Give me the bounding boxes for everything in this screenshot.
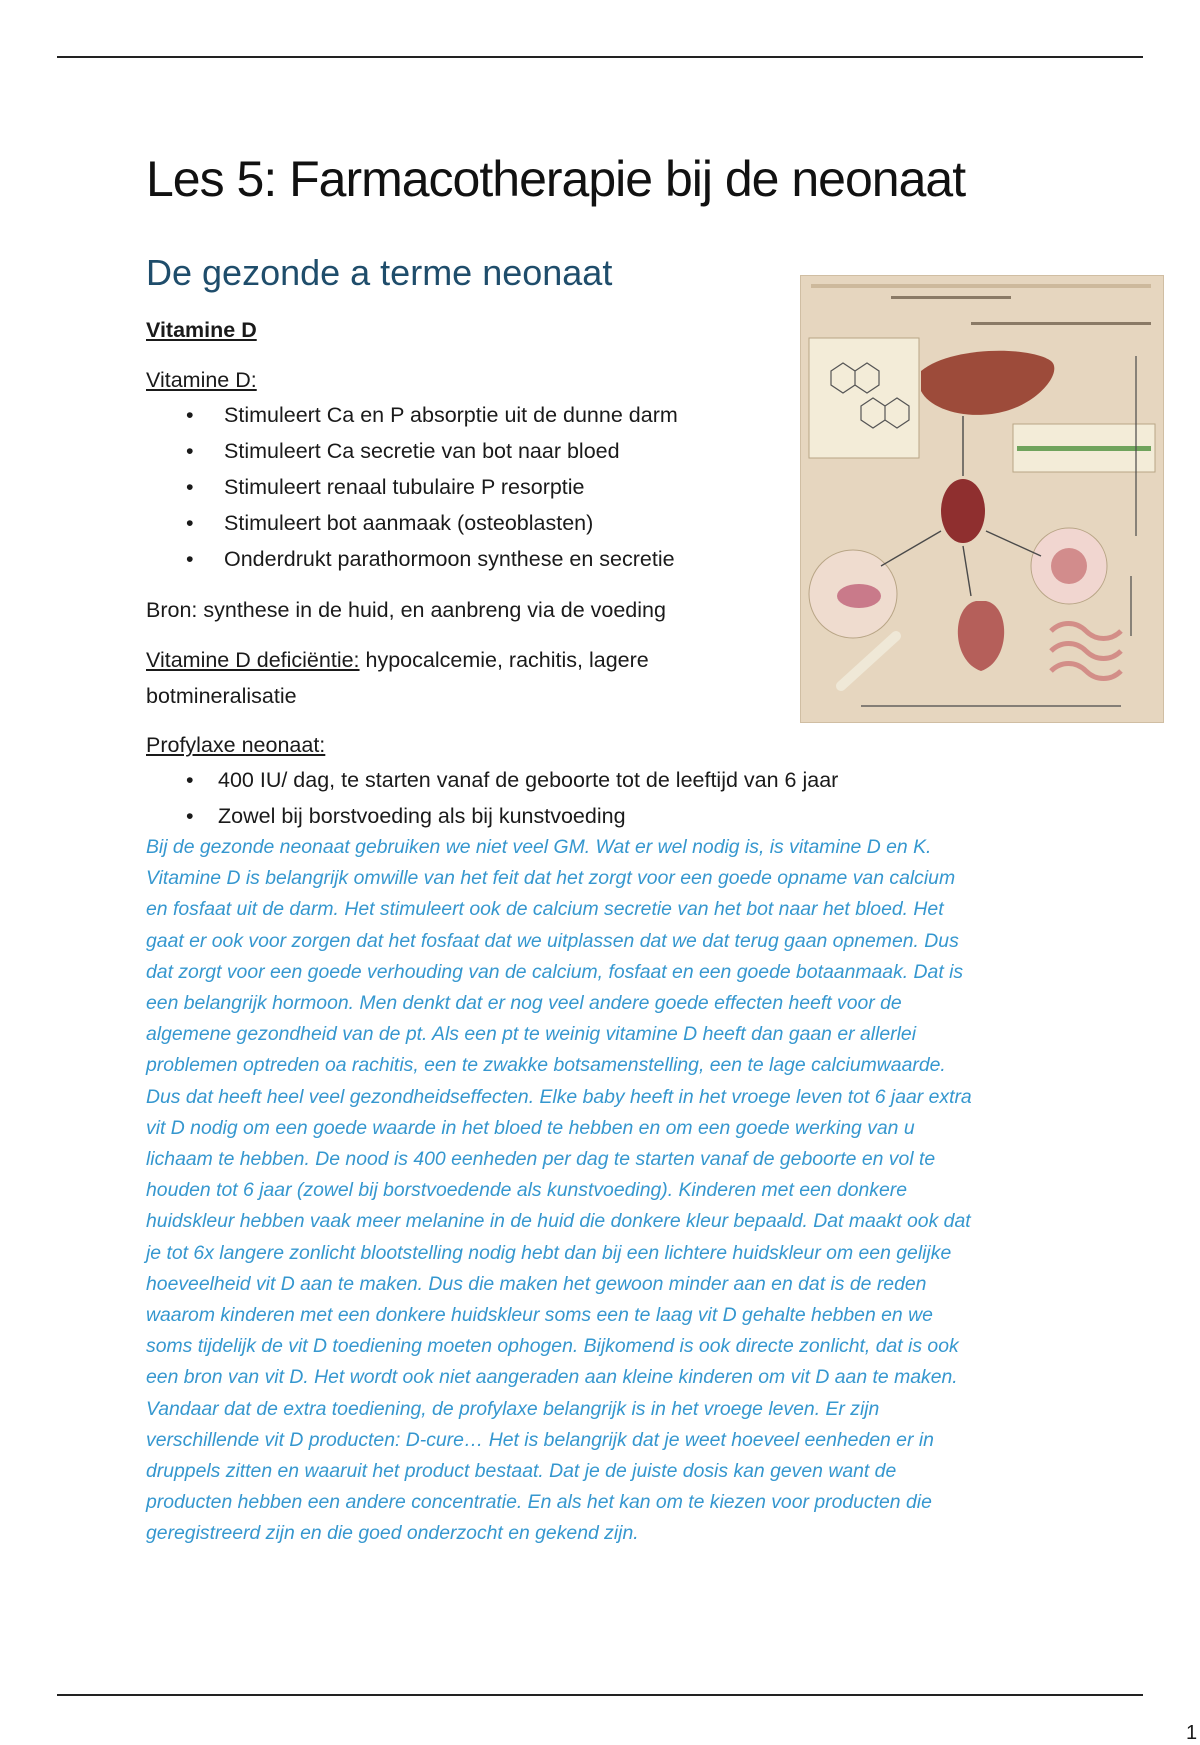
notes-line: soms tijdelijk de vit D toediening moeten ophogen. Bijkomend is ook directe zonlicht, dat is ook	[146, 1335, 959, 1358]
notes-line: Dus dat heeft heel veel gezondheidseffecten. Elke baby heeft in het vroege leven tot 6 jaar extra	[146, 1085, 972, 1108]
subsection-title-text: Vitamine D	[146, 318, 257, 342]
notes-line: hoeveelheid vit D aan te maken. Dus die maken het gewoon minder aan en dat is de reden	[146, 1272, 927, 1295]
notes-line: verschillende vit D producten: D-cure… Het is belangrijk dat je weet hoeveel eenheden er in	[146, 1428, 934, 1451]
vitd-label	[146, 362, 257, 398]
deficiency-text: hypocalcemie, rachitis, lagere	[359, 648, 649, 672]
subsection-title	[146, 312, 257, 348]
header-rule	[57, 56, 1143, 58]
prophylaxis-list	[146, 762, 838, 834]
metabolism-diagram-icon	[801, 276, 1163, 722]
notes-line: gaat er ook voor zorgen dat het fosfaat dat we uitplassen dat we dat terug gaan opnemen. Dus	[146, 929, 959, 952]
notes-line: Vandaar dat de extra toediening, de profylaxe belangrijk is in het vroege leven. Er zijn	[146, 1397, 880, 1420]
notes-line: producten hebben een andere concentratie. En als het kan om te kiezen voor producten die	[146, 1491, 932, 1514]
list-item: • Onderdrukt parathormoon synthese en secretie	[146, 541, 678, 577]
section-title: De gezonde a terme neonaat	[146, 252, 613, 293]
notes-line: een belangrijk hormoon. Men denkt dat er nog veel andere goede effecten heeft voor de	[146, 992, 902, 1015]
notes-line: dat zorgt voor een goede verhouding van de calcium, fosfaat en een goede botaanmaak. Dat is	[146, 960, 964, 983]
page-number: 1	[1186, 1722, 1198, 1744]
notes-line: een bron van vit D. Het wordt ook niet aangeraden aan kleine kinderen om vit D aan te maken.	[146, 1366, 958, 1389]
notes-line: geregistreerd zijn en die goed onderzocht en gekend zijn.	[146, 1522, 639, 1545]
page-content	[146, 150, 1198, 1744]
notes-line: vit D nodig om een goede waarde in het bloed te hebben en om een goede werking van u	[146, 1116, 915, 1139]
deficiency-text-cont: botmineralisatie	[146, 684, 297, 708]
prophylaxis-label-text: Profylaxe neonaat:	[146, 733, 326, 757]
vitd-label-text: Vitamine D:	[146, 368, 257, 392]
notes-line: Bij de gezonde neonaat gebruiken we niet veel GM. Wat er wel nodig is, is vitamine D en K.	[146, 836, 932, 858]
list-item: • Stimuleert Ca en P absorptie uit de dunne darm	[146, 397, 678, 433]
notes-line: lichaam te hebben. De nood is 400 eenheden per dag te starten vanaf de geboorte en vol te	[146, 1148, 936, 1171]
notes-line: waarom kinderen met een donkere huidskleur soms een te laag vit D gehalte hebben en we	[146, 1304, 933, 1327]
list-item: • Stimuleert bot aanmaak (osteoblasten)	[146, 505, 678, 541]
notes-line: problemen optreden oa rachitis, een te zwakke botsamenstelling, een te lage calciumwaarde.	[146, 1054, 946, 1077]
list-item: • 400 IU/ dag, te starten vanaf de geboorte tot de leeftijd van 6 jaar	[146, 762, 838, 798]
notes-line: Vitamine D is belangrijk omwille van het feit dat het zorgt voor een goede opname van calcium	[146, 867, 956, 890]
notes-line: houden tot 6 jaar (zowel bij borstvoedende als kunstvoeding). Kinderen met een donkere	[146, 1179, 908, 1202]
deficiency-paragraph	[146, 642, 649, 714]
page-title: Les 5: Farmacotherapie bij de neonaat	[146, 151, 966, 207]
lecture-notes	[146, 832, 1076, 1550]
notes-line: huidskleur hebben vaak meer melanine in de huid die donkere kleur bepaald. Dat maakt ook dat	[146, 1210, 971, 1233]
notes-line: druppels zitten en waaruit het product bestaat. Dat je de juiste dosis kan geven want de	[146, 1460, 897, 1483]
notes-line: je tot 6x langere zonlicht blootstelling nodig hebt dan bij een lichtere huidskleur om een gelijke	[146, 1241, 952, 1264]
deficiency-label: Vitamine D deficiëntie:	[146, 648, 360, 672]
notes-line: en fosfaat uit de darm. Het stimuleert ook de calcium secretie van het bot naar het bloed. Het	[146, 898, 944, 921]
vitd-effects-list	[146, 397, 678, 577]
source-text: Bron: synthese in de huid, en aanbreng via de voeding	[146, 598, 666, 622]
notes-line: algemene gezondheid van de pt. Als een pt te weinig vitamine D heeft dan gaan er allerlei	[146, 1023, 917, 1046]
footer-rule	[57, 1694, 1143, 1696]
list-item: • Zowel bij borstvoeding als bij kunstvoeding	[146, 798, 838, 834]
prophylaxis-label	[146, 727, 325, 763]
vitamin-d-metabolism-illustration	[800, 275, 1164, 723]
list-item: • Stimuleert Ca secretie van bot naar bloed	[146, 433, 678, 469]
list-item: • Stimuleert renaal tubulaire P resorptie	[146, 469, 678, 505]
